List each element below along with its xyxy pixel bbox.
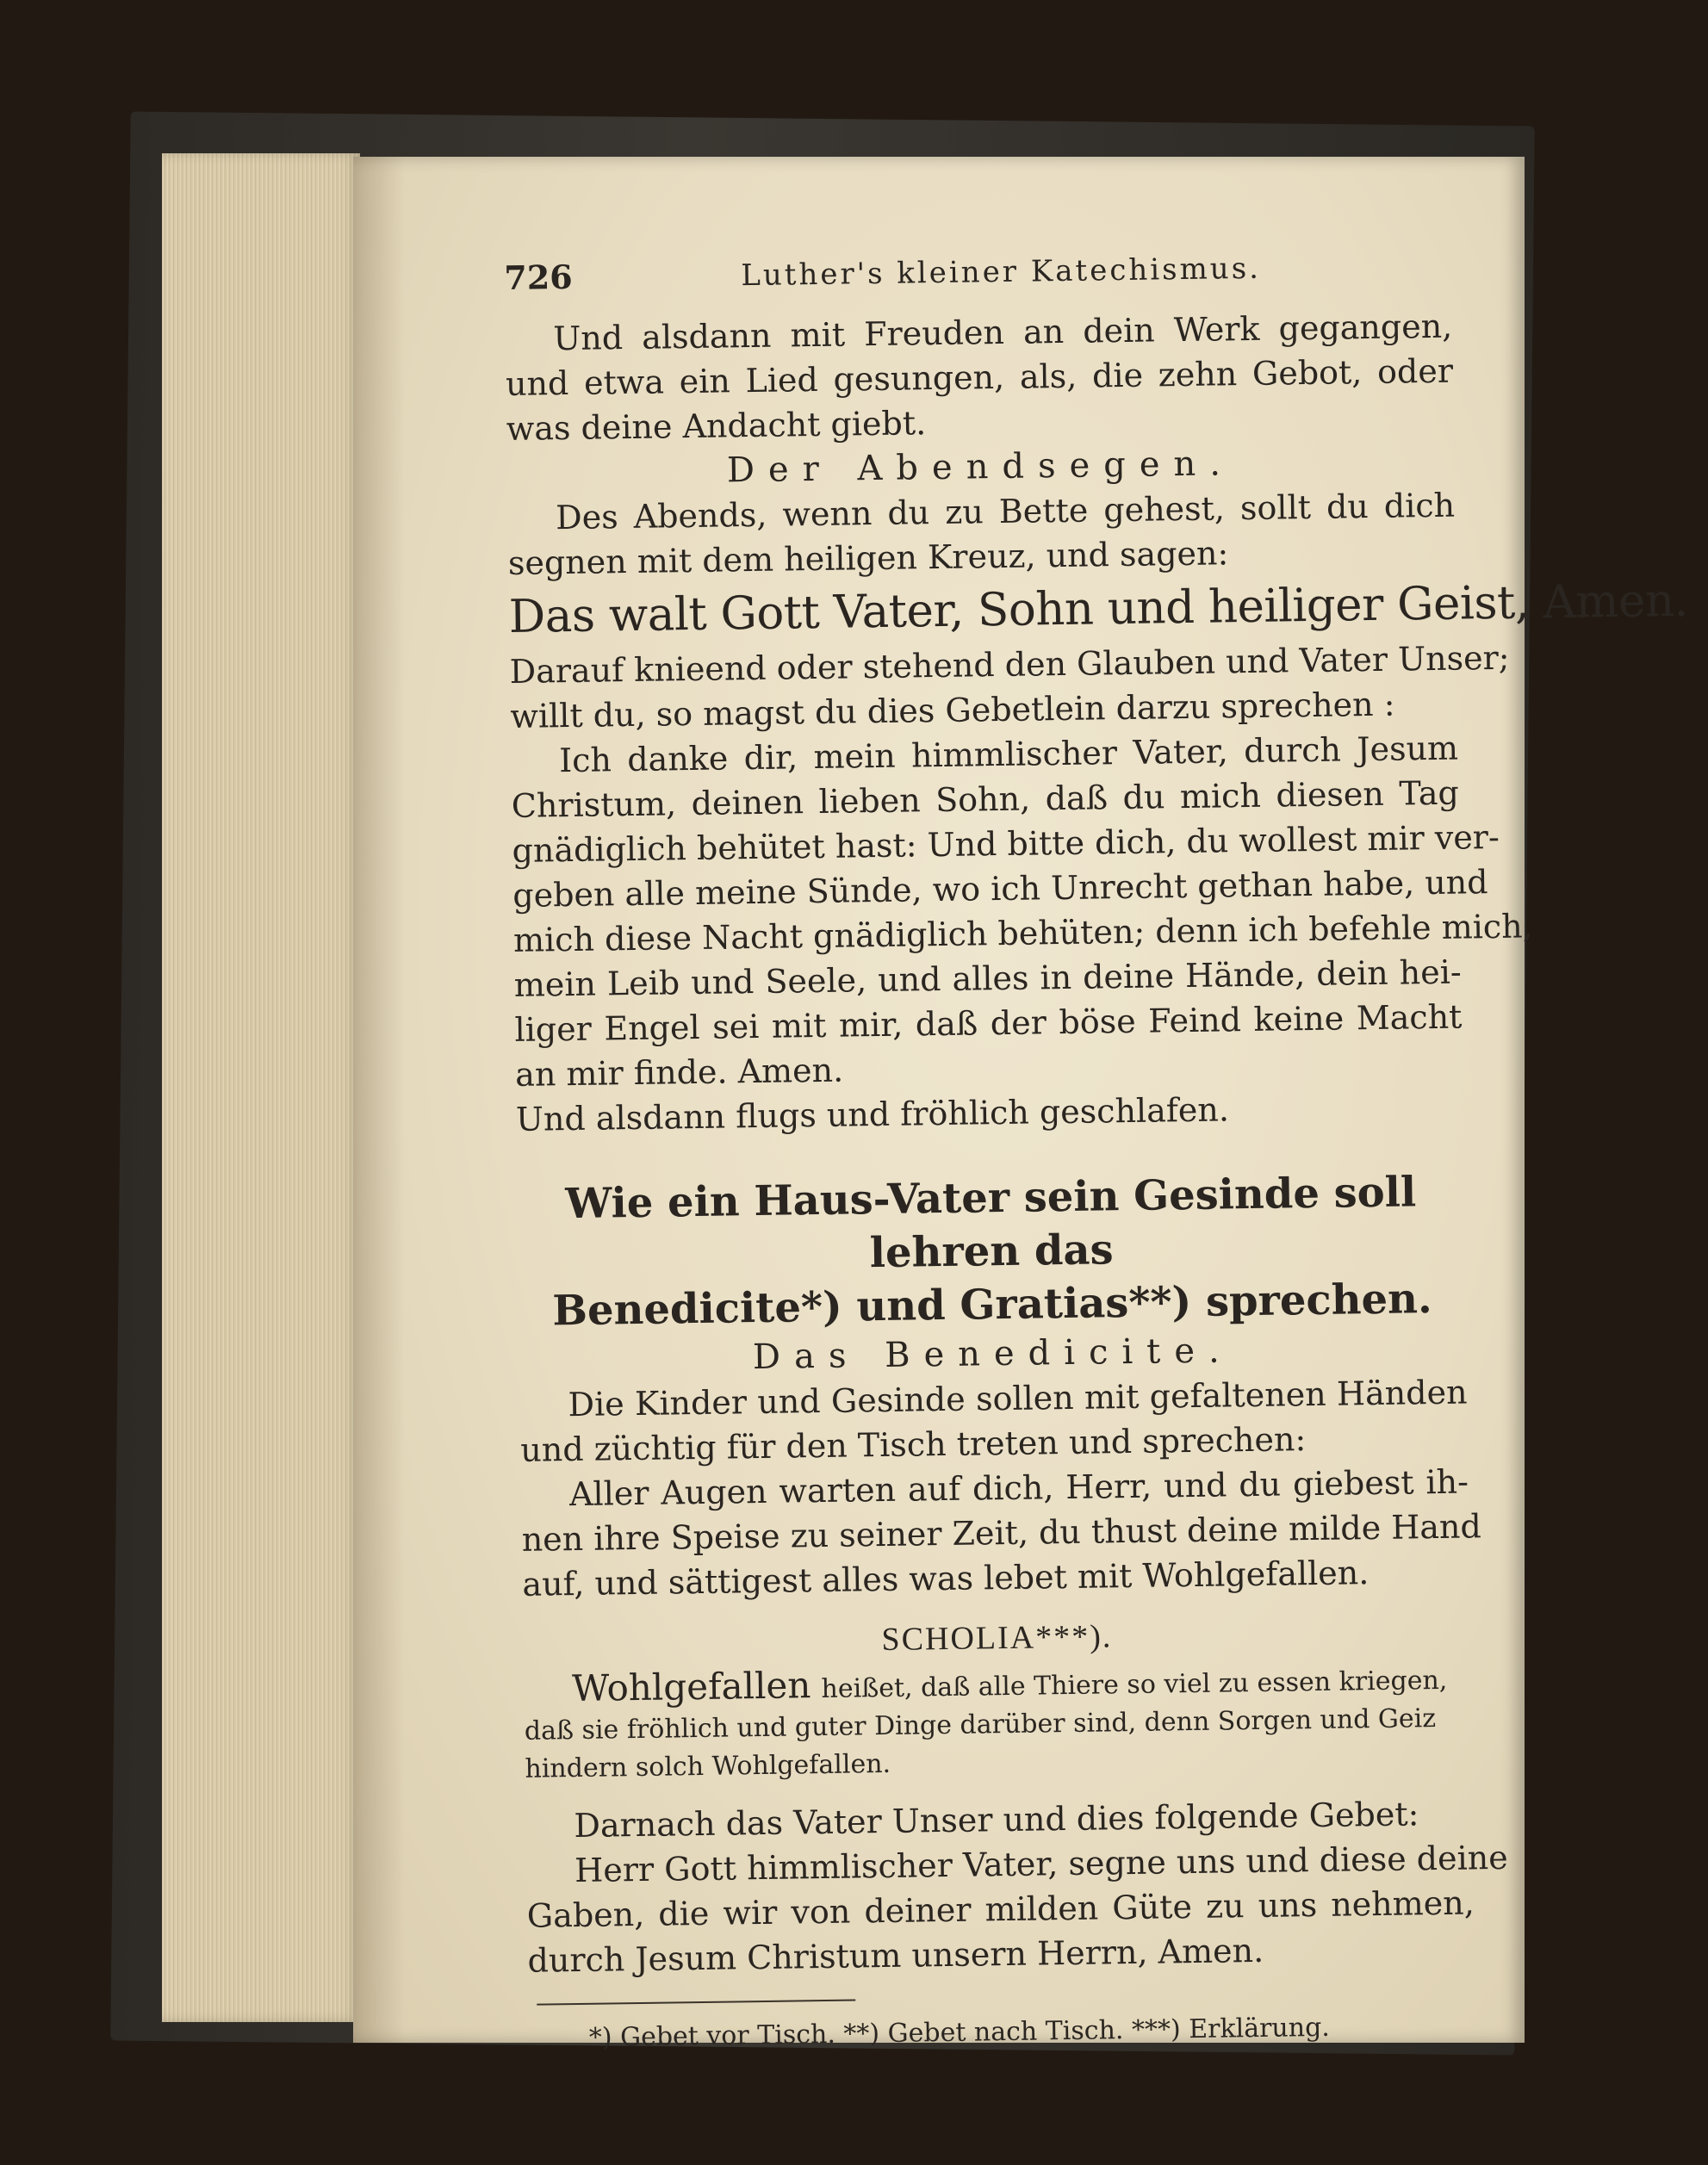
text-line: mich diese Nacht gnädiglich behüten; denn ich befehle mich,	[512, 907, 1534, 959]
text-line: Gaben, die wir von deiner milden Güte zu uns nehmen,	[526, 1883, 1475, 1935]
section-heading: Wie ein Haus-Vater sein Gesinde soll lehren das	[565, 1168, 1417, 1278]
text-line: Die Kinder und Gesinde sollen mit gefaltenen Händen	[568, 1373, 1468, 1424]
text-line: Darnach das Vater Unser und dies folgende Gebet:	[574, 1795, 1419, 1846]
scholia-text: daß sie fröhlich und guter Dinge darüber sind, denn Sorgen und Geiz	[524, 1703, 1437, 1746]
text-line: Des Abends, wenn du zu Bette gehest, sollt du dich	[555, 486, 1456, 537]
text-line: nen ihre Speise zu seiner Zeit, du thust deine milde Hand	[521, 1507, 1482, 1559]
text-line: und etwa ein Lied gesungen, als, die zehn Gebot, oder	[505, 351, 1454, 403]
text-line: willt du, so magst du dies Gebetlein darzu sprechen :	[510, 685, 1395, 735]
page-text	[504, 245, 1689, 2057]
text-line: durch Jesum Christum unsern Herrn, Amen.	[527, 1931, 1264, 1980]
footnote: *) Gebet vor Tisch. **) Gebet nach Tisch. ***) Erklärung.	[588, 2012, 1331, 2053]
scholia-text: hindern solch Wohlgefallen.	[525, 1748, 891, 1784]
footnote-rule	[537, 1999, 855, 2005]
text-line: Ich danke dir, mein himmlischer Vater, durch Jesum	[558, 729, 1459, 780]
page-edges	[162, 153, 360, 2022]
text-line: segnen mit dem heiligen Kreuz, und sagen:	[507, 534, 1229, 582]
scholia-title: SCHOLIA***).	[881, 1618, 1113, 1659]
text-line: gnädiglich behütet hast: Und bitte dich, du wollest mir ver-	[512, 817, 1500, 870]
text-line: an mir finde. Amen.	[514, 1051, 844, 1094]
text-line: was deine Andacht giebt.	[506, 404, 927, 448]
scholia-text: heißet, daß alle Thiere so viel zu essen kriegen,	[821, 1665, 1448, 1705]
section-title-benedicite: Das Benedicite.	[752, 1331, 1233, 1378]
page-number: 726	[504, 257, 573, 297]
text-line: Herr Gott himmlischer Vater, segne uns und diese deine	[574, 1838, 1508, 1890]
page-gutter-shadow	[353, 157, 405, 2043]
text-line: Christum, deinen lieben Sohn, daß du mich diesen Tag	[511, 773, 1460, 825]
scholia-term: Wohlgefallen	[571, 1664, 811, 1710]
section-heading: Benedicite*) und Gratias**) sprechen.	[552, 1275, 1433, 1336]
blessing-line: Das walt Gott Vater, Sohn und heiliger Geist, Amen.	[508, 574, 1689, 643]
text-line: Aller Augen warten auf dich, Herr, und du giebest ih-	[568, 1462, 1469, 1514]
section-title-abendsegen: Der Abendsegen.	[726, 444, 1235, 491]
text-line: auf, und sättigest alles was lebet mit Wohlgefallen.	[522, 1554, 1370, 1604]
running-title: Luther's kleiner Katechismus.	[741, 251, 1262, 294]
text-line: Und alsdann mit Freuden an dein Werk gegangen,	[552, 307, 1453, 358]
text-line: geben alle meine Sünde, wo ich Unrecht gethan habe, und	[512, 863, 1488, 915]
text-line: Und alsdann flugs und fröhlich geschlafen.	[515, 1090, 1230, 1138]
text-line: Darauf knieend oder stehend den Glauben und Vater Unser;	[509, 638, 1510, 691]
text-line: liger Engel sei mit mir, daß der böse Feind keine Macht	[514, 997, 1463, 1049]
text-line: mein Leib und Seele, und alles in deine Hände, dein hei-	[513, 952, 1462, 1004]
text-line: und züchtig für den Tisch treten und sprechen:	[520, 1420, 1307, 1469]
